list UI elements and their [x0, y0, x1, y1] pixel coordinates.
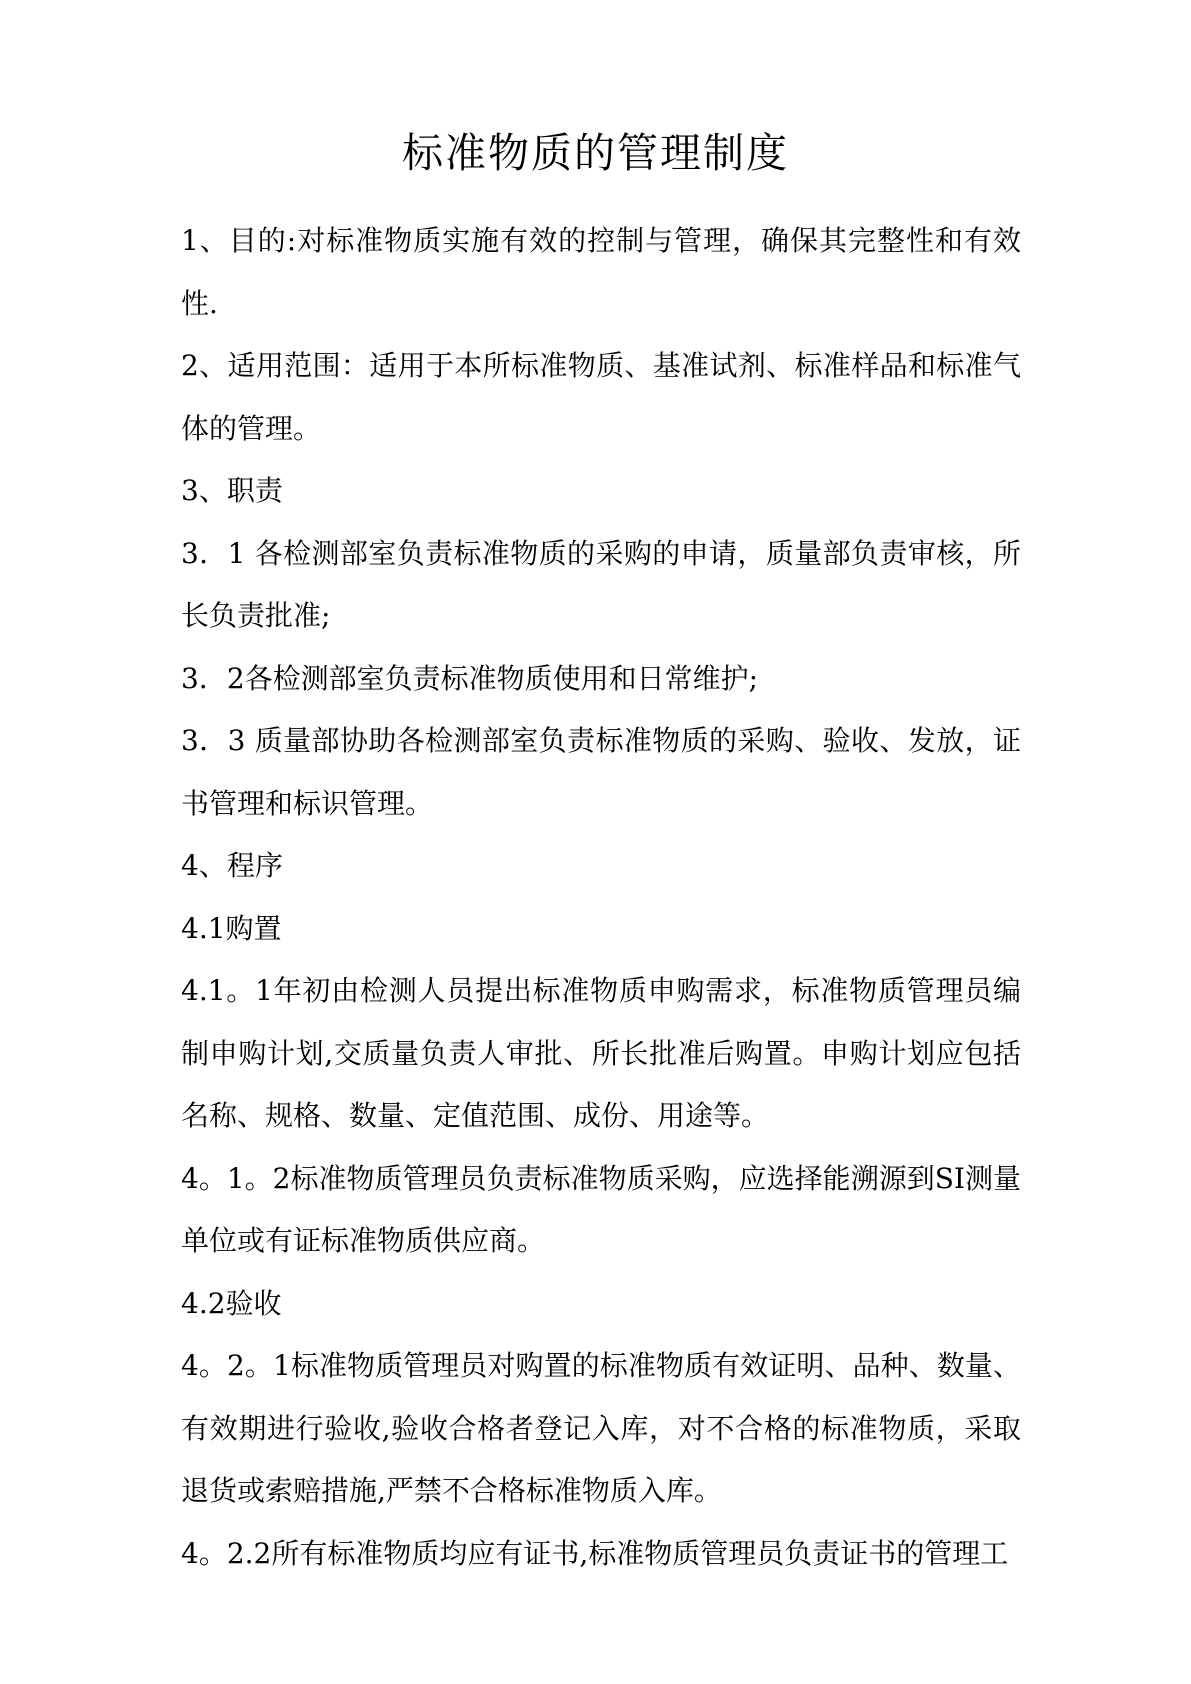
heading-responsibilities: 3、职责 — [181, 474, 283, 507]
paragraph-4-1-2: 4。1。2标准物质管理员负责标准物质采购，应选择能溯源到SI测量单位或有证标准物质供应商。 — [181, 1161, 1021, 1257]
heading-4-2-acceptance: 4.2验收 — [181, 1286, 282, 1320]
document-title: 标准物质的管理制度 — [402, 129, 789, 177]
paragraph-4-2-2: 4。2.2所有标准物质均应有证书,标准物质管理员负责证书的管理工 — [181, 1536, 1009, 1570]
paragraph-purpose: 1、目的:对标准物质实施有效的控制与管理，确保其完整性和有效性. — [181, 224, 1021, 320]
paragraph-4-1-1: 4.1。1年初由检测人员提出标准物质申购需求，标准物质管理员编制申购计划,交质量负责人审批、所长批准后购置。申购计划应包括名称、规格、数量、定值范围、成份、用途等。 — [181, 974, 1021, 1132]
document-body — [181, 210, 1021, 1585]
paragraph-3-3: 3．3 质量部协助各检测部室负责标准物质的采购、验收、发放，证书管理和标识管理。 — [181, 724, 1021, 820]
paragraph-3-1: 3．1 各检测部室负责标准物质的采购的申请，质量部负责审核，所长负责批准; — [181, 536, 1021, 632]
paragraph-3-2: 3．2各检测部室负责标准物质使用和日常维护; — [181, 661, 759, 695]
paragraph-4-2-1: 4。2。1标准物质管理员对购置的标准物质有效证明、品种、数量、有效期进行验收,验收合格者登记入库，对不合格的标准物质，采取退货或索赔措施,严禁不合格标准物质入库。 — [181, 1349, 1021, 1507]
paragraph-scope: 2、适用范围：适用于本所标准物质、基准试剂、标准样品和标准气体的管理。 — [181, 349, 1021, 445]
heading-procedure: 4、程序 — [181, 849, 283, 882]
heading-4-1-purchase: 4.1购置 — [181, 911, 282, 945]
